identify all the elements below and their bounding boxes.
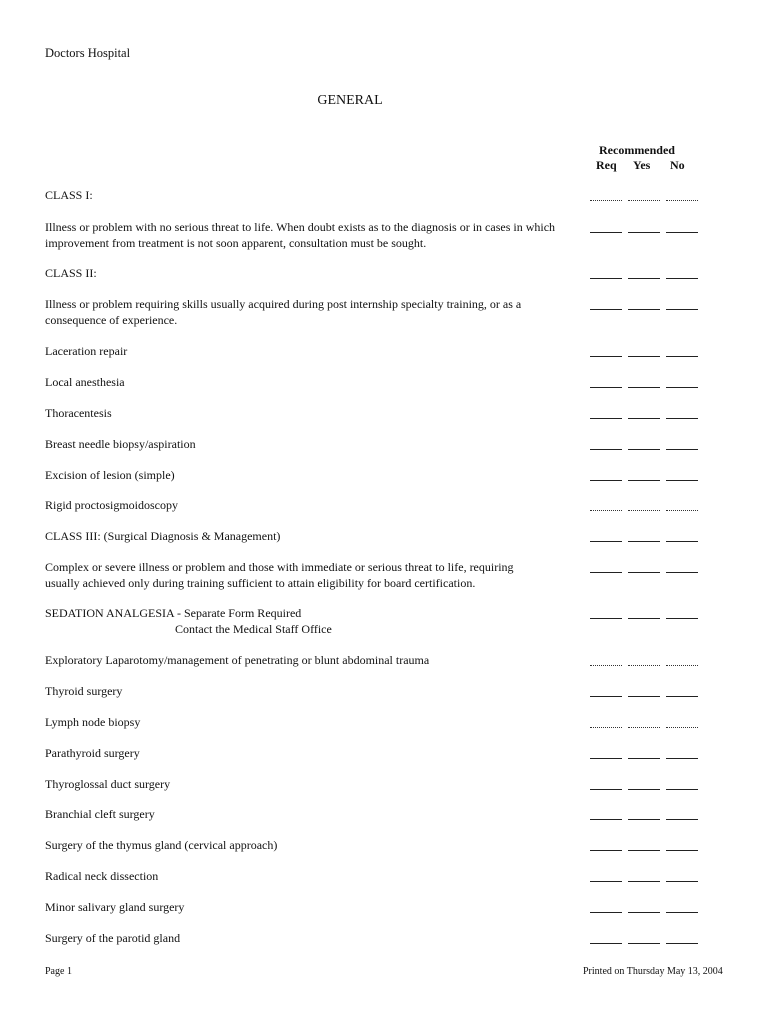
- req-blank[interactable]: [590, 727, 622, 728]
- no-blank[interactable]: [666, 309, 698, 310]
- checkbox-blanks: [590, 530, 725, 542]
- privilege-label: [45, 777, 590, 793]
- column-header-no: No: [670, 158, 685, 172]
- recommended-header: Recommended: [599, 143, 675, 157]
- req-blank[interactable]: [590, 541, 622, 542]
- no-blank[interactable]: [666, 696, 698, 697]
- privilege-label: [45, 498, 590, 514]
- checkbox-blanks: [590, 901, 725, 913]
- yes-blank[interactable]: [628, 200, 660, 201]
- checkbox-blanks: [590, 747, 725, 759]
- no-blank[interactable]: [666, 618, 698, 619]
- req-blank[interactable]: [590, 819, 622, 820]
- yes-blank[interactable]: [628, 943, 660, 944]
- req-blank[interactable]: [590, 449, 622, 450]
- req-blank[interactable]: [590, 850, 622, 851]
- checkbox-blanks: [590, 189, 725, 201]
- req-blank[interactable]: [590, 200, 622, 201]
- printed-date: Printed on Thursday May 13, 2004: [583, 966, 723, 977]
- yes-blank[interactable]: [628, 665, 660, 666]
- no-blank[interactable]: [666, 541, 698, 542]
- no-blank[interactable]: [666, 449, 698, 450]
- privilege-label: [45, 375, 590, 391]
- privilege-label-line: Laceration repair: [45, 344, 128, 358]
- checkbox-blanks: [590, 778, 725, 790]
- req-blank[interactable]: [590, 387, 622, 388]
- yes-blank[interactable]: [628, 232, 660, 233]
- privilege-label-line: Parathyroid surgery: [45, 746, 140, 760]
- privilege-label: [45, 715, 590, 731]
- no-blank[interactable]: [666, 727, 698, 728]
- privilege-label-line: consequence of experience.: [45, 312, 178, 327]
- privilege-label: [45, 900, 590, 916]
- no-blank[interactable]: [666, 572, 698, 573]
- privilege-label: [45, 746, 590, 762]
- privilege-label: [45, 684, 590, 700]
- privilege-label: [45, 437, 590, 453]
- checkbox-blanks: [590, 607, 725, 619]
- privilege-label: [45, 838, 590, 854]
- privilege-label-line: Complex or severe illness or problem and those with immediate or serious threat to life, requiring: [45, 560, 514, 574]
- req-blank[interactable]: [590, 572, 622, 573]
- no-blank[interactable]: [666, 232, 698, 233]
- no-blank[interactable]: [666, 387, 698, 388]
- no-blank[interactable]: [666, 881, 698, 882]
- yes-blank[interactable]: [628, 572, 660, 573]
- privilege-label-line: Lymph node biopsy: [45, 715, 141, 729]
- checkbox-blanks: [590, 654, 725, 666]
- privilege-label: [45, 468, 590, 484]
- req-blank[interactable]: [590, 309, 622, 310]
- checkbox-blanks: [590, 499, 725, 511]
- no-blank[interactable]: [666, 480, 698, 481]
- no-blank[interactable]: [666, 665, 698, 666]
- privilege-label: [45, 931, 590, 947]
- privilege-label-line: Thoracentesis: [45, 406, 112, 420]
- req-blank[interactable]: [590, 356, 622, 357]
- privilege-label-line: Surgery of the parotid gland: [45, 931, 181, 945]
- yes-blank[interactable]: [628, 912, 660, 913]
- privilege-label-line: CLASS III: (Surgical Diagnosis & Management): [45, 529, 281, 543]
- no-blank[interactable]: [666, 850, 698, 851]
- checkbox-blanks: [590, 716, 725, 728]
- req-blank[interactable]: [590, 418, 622, 419]
- privilege-label-line: Breast needle biopsy/aspiration: [45, 437, 196, 451]
- req-blank[interactable]: [590, 510, 622, 511]
- req-blank[interactable]: [590, 912, 622, 913]
- privilege-label: [45, 266, 590, 282]
- yes-blank[interactable]: [628, 309, 660, 310]
- checkbox-blanks: [590, 221, 725, 233]
- no-blank[interactable]: [666, 819, 698, 820]
- req-blank[interactable]: [590, 665, 622, 666]
- privilege-label: [45, 653, 590, 669]
- privilege-label-line: Illness or problem with no serious threat to life. When doubt exists as to the diagnosis or in cases in which: [45, 220, 556, 234]
- req-blank[interactable]: [590, 881, 622, 882]
- privilege-label-line: Branchial cleft surgery: [45, 807, 155, 821]
- req-blank[interactable]: [590, 758, 622, 759]
- privilege-label-line: Local anesthesia: [45, 375, 125, 389]
- yes-blank[interactable]: [628, 618, 660, 619]
- page-title: GENERAL: [317, 93, 383, 108]
- yes-blank[interactable]: [628, 789, 660, 790]
- yes-blank[interactable]: [628, 278, 660, 279]
- checkbox-blanks: [590, 469, 725, 481]
- yes-blank[interactable]: [628, 480, 660, 481]
- req-blank[interactable]: [590, 480, 622, 481]
- privilege-label-line: Contact the Medical Staff Office: [175, 621, 332, 636]
- req-blank[interactable]: [590, 278, 622, 279]
- yes-blank[interactable]: [628, 727, 660, 728]
- checkbox-blanks: [590, 685, 725, 697]
- privilege-label-line: Thyroid surgery: [45, 684, 123, 698]
- privilege-label: [45, 606, 590, 637]
- yes-blank[interactable]: [628, 387, 660, 388]
- privilege-label-line: Illness or problem requiring skills usually acquired during post internship specialty training, or as a: [45, 297, 522, 311]
- column-headers: [596, 158, 685, 173]
- privilege-label-line: improvement from treatment is not soon apparent, consultation must be sought.: [45, 235, 427, 250]
- page-number: Page 1: [45, 966, 72, 977]
- no-blank[interactable]: [666, 200, 698, 201]
- privilege-label: [45, 188, 590, 204]
- checkbox-blanks: [590, 345, 725, 357]
- no-blank[interactable]: [666, 356, 698, 357]
- privilege-label-line: Radical neck dissection: [45, 869, 159, 883]
- privilege-label: [45, 807, 590, 823]
- req-blank[interactable]: [590, 696, 622, 697]
- no-blank[interactable]: [666, 912, 698, 913]
- privilege-label-line: Excision of lesion (simple): [45, 468, 175, 482]
- privilege-label: [45, 406, 590, 422]
- no-blank[interactable]: [666, 758, 698, 759]
- checkbox-blanks: [590, 932, 725, 944]
- req-blank[interactable]: [590, 232, 622, 233]
- privilege-label-line: Exploratory Laparotomy/management of penetrating or blunt abdominal trauma: [45, 653, 430, 667]
- column-header-req: Req: [596, 158, 617, 172]
- no-blank[interactable]: [666, 943, 698, 944]
- privilege-label-line: Minor salivary gland surgery: [45, 900, 185, 914]
- no-blank[interactable]: [666, 418, 698, 419]
- checkbox-blanks: [590, 870, 725, 882]
- column-header-yes: Yes: [633, 158, 651, 172]
- privilege-label: [45, 869, 590, 885]
- yes-blank[interactable]: [628, 418, 660, 419]
- privilege-label-line: Rigid proctosigmoidoscopy: [45, 498, 178, 512]
- privilege-label: [45, 220, 590, 251]
- req-blank[interactable]: [590, 943, 622, 944]
- no-blank[interactable]: [666, 278, 698, 279]
- yes-blank[interactable]: [628, 356, 660, 357]
- req-blank[interactable]: [590, 789, 622, 790]
- privilege-label-line: CLASS I:: [45, 188, 93, 202]
- privilege-label: [45, 560, 590, 591]
- checkbox-blanks: [590, 808, 725, 820]
- no-blank[interactable]: [666, 789, 698, 790]
- yes-blank[interactable]: [628, 758, 660, 759]
- privilege-label-line: Thyroglossal duct surgery: [45, 777, 171, 791]
- privilege-label: [45, 297, 590, 328]
- req-blank[interactable]: [590, 618, 622, 619]
- hospital-name: Doctors Hospital: [45, 46, 131, 60]
- checkbox-blanks: [590, 298, 725, 310]
- yes-blank[interactable]: [628, 696, 660, 697]
- checkbox-blanks: [590, 438, 725, 450]
- privilege-label: [45, 529, 590, 545]
- yes-blank[interactable]: [628, 850, 660, 851]
- privilege-label-line: CLASS II:: [45, 266, 97, 280]
- yes-blank[interactable]: [628, 819, 660, 820]
- checkbox-blanks: [590, 839, 725, 851]
- yes-blank[interactable]: [628, 510, 660, 511]
- checkbox-blanks: [590, 376, 725, 388]
- privilege-label: [45, 344, 590, 360]
- checkbox-blanks: [590, 267, 725, 279]
- yes-blank[interactable]: [628, 541, 660, 542]
- privilege-label-line: SEDATION ANALGESIA - Separate Form Required: [45, 606, 302, 620]
- yes-blank[interactable]: [628, 449, 660, 450]
- privilege-label-line: usually achieved only during training sufficient to attain eligibility for board certification.: [45, 575, 476, 590]
- privilege-label-line: Surgery of the thymus gland (cervical approach): [45, 838, 278, 852]
- yes-blank[interactable]: [628, 881, 660, 882]
- checkbox-blanks: [590, 407, 725, 419]
- no-blank[interactable]: [666, 510, 698, 511]
- checkbox-blanks: [590, 561, 725, 573]
